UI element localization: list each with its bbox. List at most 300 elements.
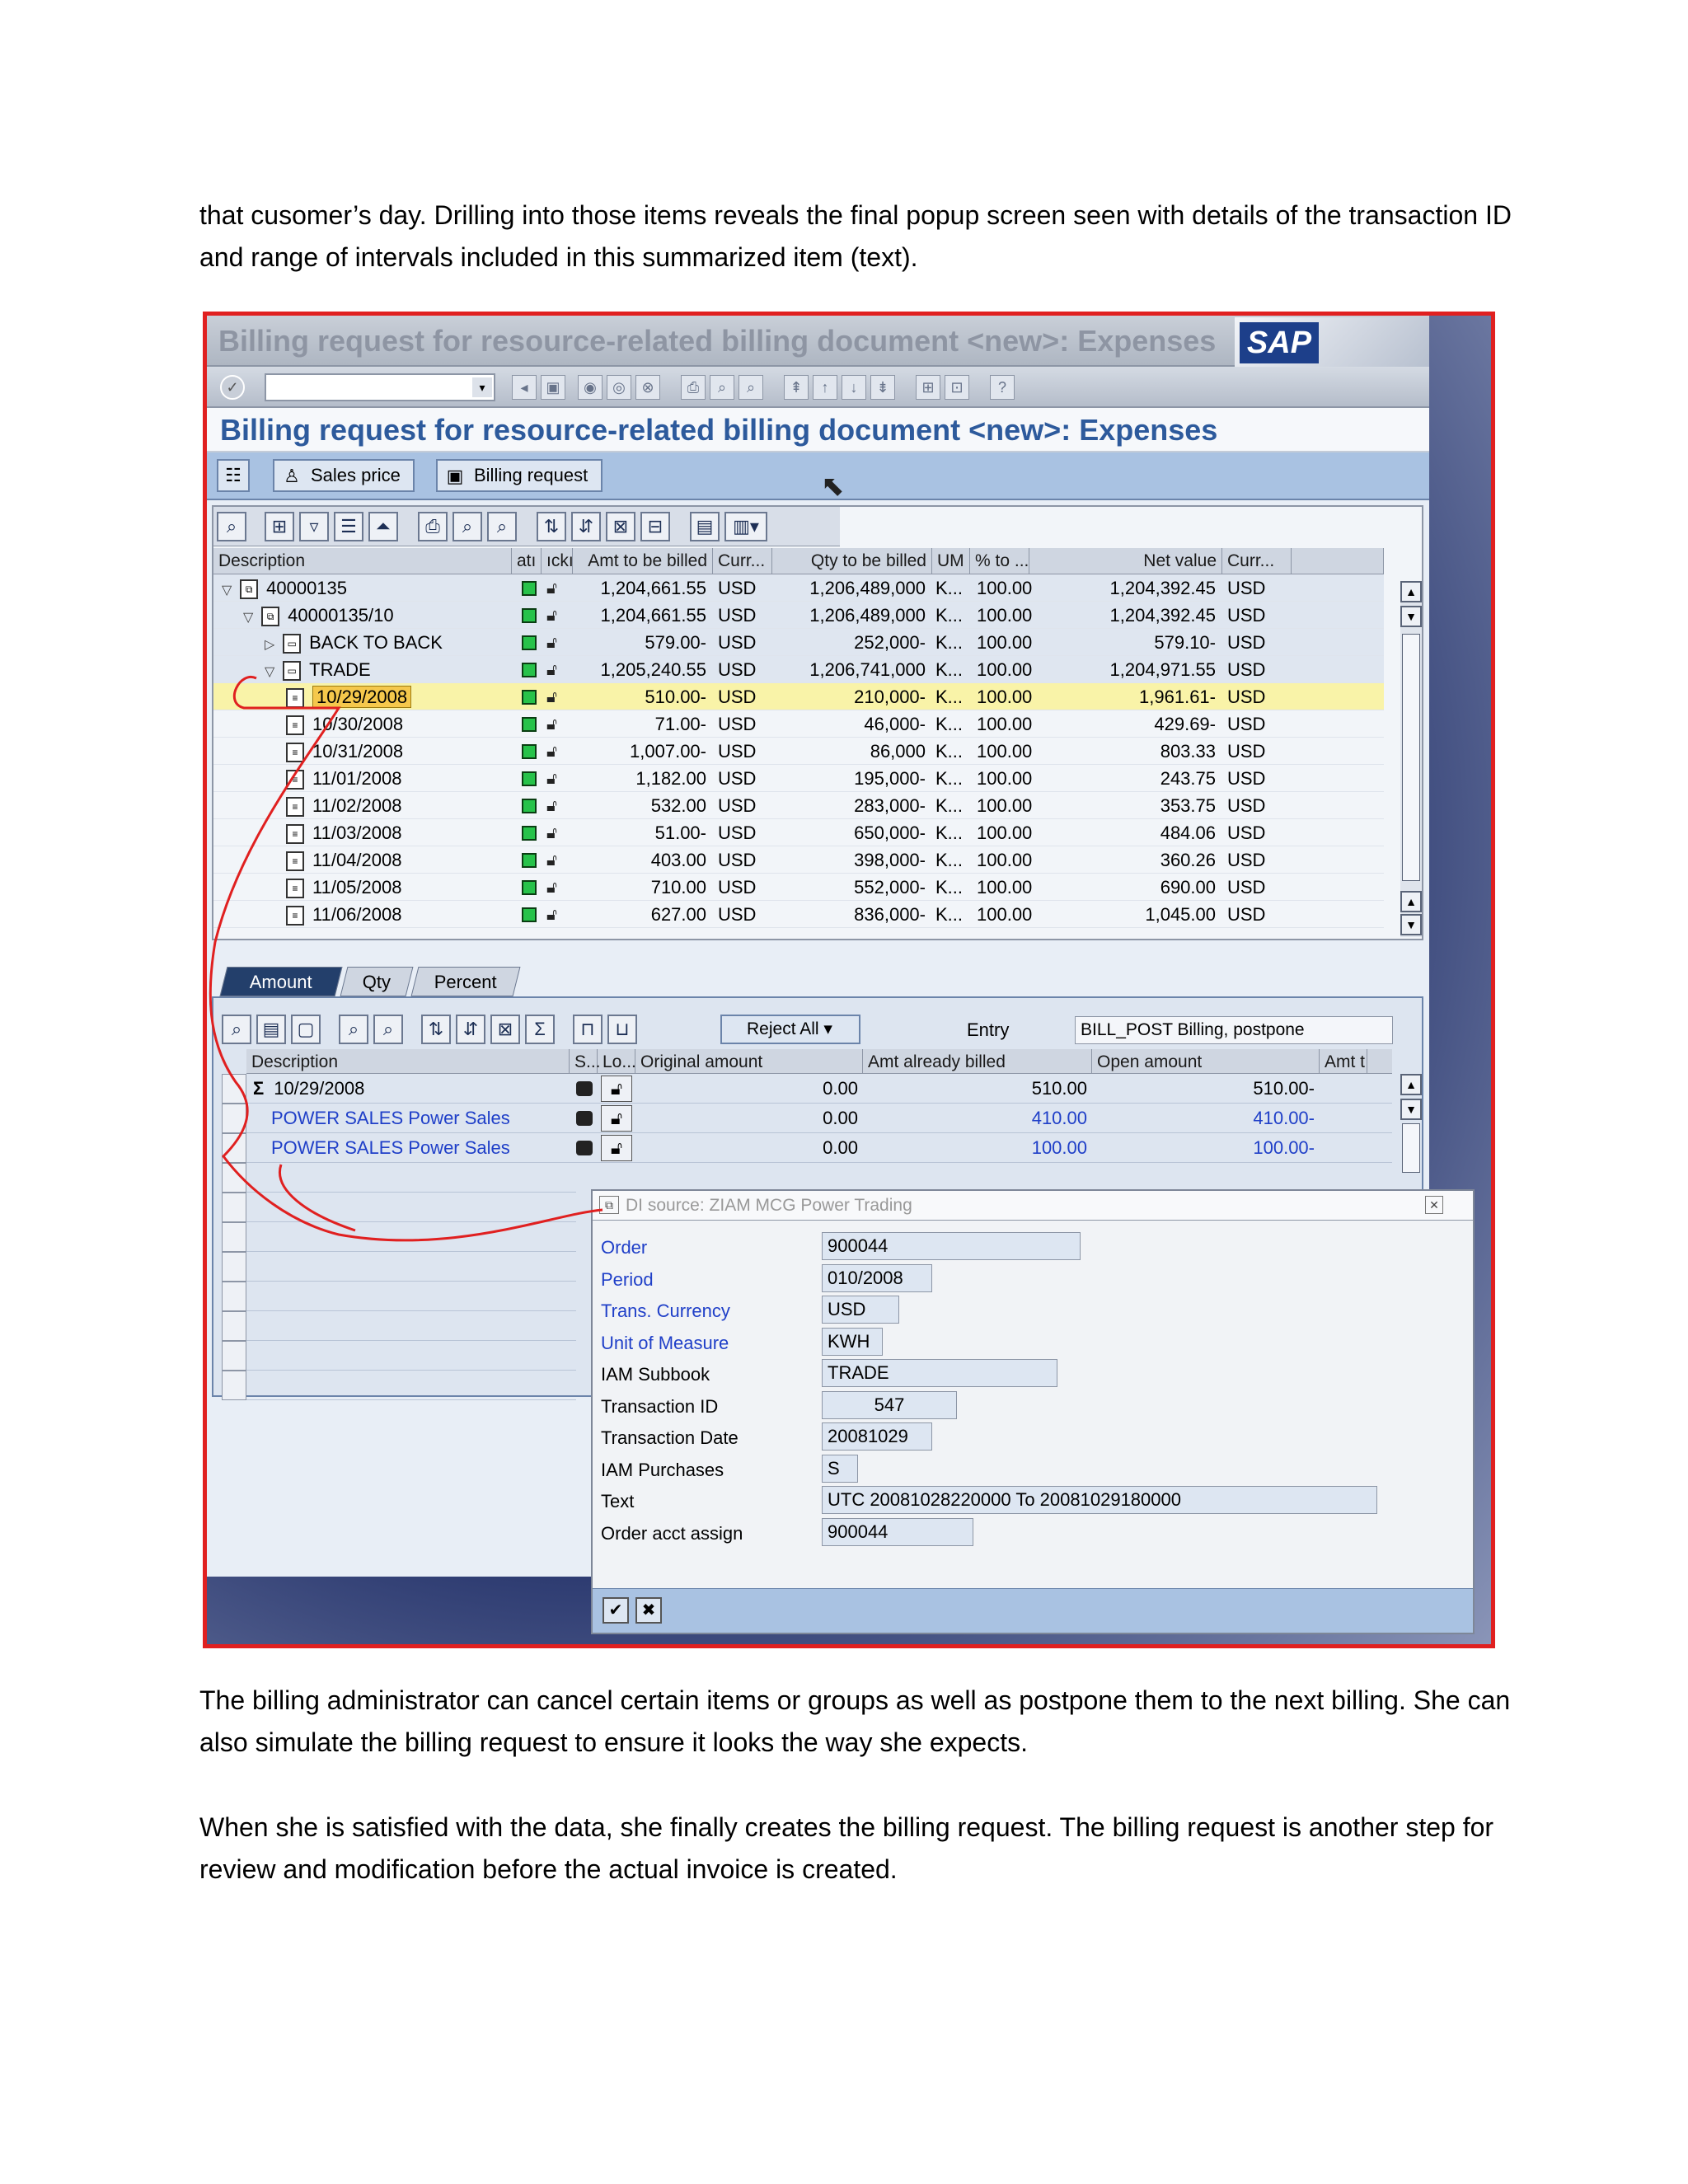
detail-scrollbar[interactable]	[1400, 1074, 1422, 1173]
tab-qty[interactable]: Qty	[340, 967, 414, 996]
reject-all-label: Reject All	[747, 1019, 819, 1038]
table-row[interactable]	[246, 1133, 1392, 1163]
col-currency[interactable]: Curr...	[713, 548, 772, 574]
row-billed: 100.00	[1031, 1137, 1087, 1158]
col-um[interactable]: UM	[932, 548, 970, 574]
application-toolbar	[207, 452, 1429, 500]
row-amt: 403.00	[650, 850, 706, 870]
scroll-up-icon[interactable]: ▲	[1400, 1074, 1422, 1095]
entry-select[interactable]	[1075, 1016, 1393, 1044]
details-icon[interactable]: ⌕	[217, 512, 246, 541]
save-icon: ▣	[446, 466, 464, 486]
popup-footer	[593, 1588, 1473, 1633]
lock-icon[interactable]: ⊠	[606, 512, 635, 541]
help-icon[interactable]: ?	[990, 375, 1015, 400]
row-curr: USD	[718, 605, 757, 626]
row-desc-text: 10/29/2008	[274, 1078, 365, 1099]
status-green-icon	[522, 608, 537, 623]
application-title-bar	[207, 408, 1429, 452]
document-icon: ≡	[286, 743, 304, 762]
row-um: K...	[935, 877, 964, 898]
row-description[interactable]	[286, 901, 504, 928]
folder-icon: ▭	[283, 634, 301, 654]
back-nav-icon[interactable]: ◉	[578, 375, 603, 400]
row-description[interactable]	[286, 765, 504, 792]
row-desc-text: 11/06/2008	[312, 904, 402, 925]
row-pct: 100.00	[977, 578, 1033, 598]
cancel-icon[interactable]: ⊗	[635, 375, 660, 400]
row-description[interactable]	[286, 846, 504, 874]
print-icon[interactable]: ⎙	[418, 512, 448, 541]
col-open-amount[interactable]: Open amount	[1092, 1049, 1320, 1076]
row-net: 1,045.00	[1145, 904, 1216, 925]
expand-all-icon[interactable]: ☰	[334, 512, 363, 541]
field-value[interactable]: 010/2008	[822, 1264, 932, 1292]
status-green-icon	[522, 717, 537, 732]
outro-paragraph-2: When she is satisfied with the data, she finally creates the billing request. The billing request is another step for review and modification before the actual invoice is created.	[199, 1812, 1494, 1884]
row-selector[interactable]	[222, 1163, 246, 1193]
field-label: Unit of Measure	[601, 1332, 729, 1353]
row-description[interactable]	[265, 656, 504, 683]
row-amt: 1,007.00-	[630, 741, 706, 762]
expand-toggle-icon[interactable]: ▷	[265, 638, 275, 652]
row-description[interactable]	[286, 683, 504, 710]
row-curr: USD	[718, 904, 757, 925]
grid-scrollbar[interactable]	[1400, 581, 1422, 937]
row-curr2: USD	[1227, 850, 1266, 870]
field-value[interactable]: TRADE	[822, 1359, 1057, 1387]
unlock-icon: 🔓︎	[546, 715, 557, 733]
row-amt: 1,204,661.55	[600, 578, 706, 598]
field-label: Order	[601, 1237, 648, 1258]
col-amt-to-bill[interactable]: Amt to be billed	[573, 548, 713, 574]
row-curr2: USD	[1227, 578, 1266, 598]
scroll-page-up-icon[interactable]: ▲	[1400, 891, 1422, 912]
row-um: K...	[935, 632, 964, 653]
row-description[interactable]	[253, 1074, 566, 1101]
row-qty: 46,000-	[864, 714, 926, 734]
scroll-down-icon[interactable]: ▼	[1400, 1099, 1422, 1120]
status-green-icon	[522, 663, 537, 677]
exit-icon[interactable]: ◎	[607, 375, 631, 400]
popup-titlebar	[593, 1191, 1473, 1221]
row-desc-text: 10/31/2008	[312, 741, 404, 762]
row-amt: 1,182.00	[635, 768, 706, 789]
find-icon[interactable]: ⌕	[339, 1015, 368, 1044]
row-net: 353.75	[1160, 795, 1216, 816]
unlock-icon: 🔓︎	[546, 634, 557, 652]
save-icon[interactable]: ▣	[541, 375, 565, 400]
tab-percent[interactable]: Percent	[411, 967, 521, 996]
expand-icon[interactable]: ⊞	[265, 512, 294, 541]
outro-paragraph-1: The billing administrator can cancel certain items or groups as well as postpone them to the next billing. She can also simulate the billing request to ensure it looks the way she expects.	[199, 1685, 1511, 1757]
row-billed: 410.00	[1031, 1108, 1087, 1128]
table-row[interactable]	[213, 574, 1384, 602]
document-icon: ≡	[286, 715, 304, 735]
enter-icon[interactable]: ✓	[220, 375, 245, 400]
table-row[interactable]	[213, 683, 1384, 710]
select-all-icon[interactable]: ▤	[256, 1015, 286, 1044]
row-curr2: USD	[1227, 687, 1266, 707]
scroll-thumb[interactable]	[1402, 634, 1420, 881]
field-value[interactable]: UTC 20081028220000 To 20081029180000	[822, 1486, 1377, 1514]
col-net-value[interactable]: Net value	[1029, 548, 1222, 574]
row-description[interactable]	[286, 710, 504, 738]
unlock-icon: 🔓︎	[546, 851, 557, 869]
shortcut-icon[interactable]: ⊡	[945, 375, 969, 400]
unlock-icon: 🔓︎	[546, 797, 557, 815]
col-percent[interactable]: % to ...	[970, 548, 1029, 574]
status-dark-icon	[576, 1141, 593, 1155]
dropdown-icon[interactable]: ▾	[823, 1019, 832, 1038]
sap-screenshot	[203, 312, 1495, 1648]
status-dark-icon	[576, 1081, 593, 1096]
row-net: 243.75	[1160, 768, 1216, 789]
row-pct: 100.00	[977, 632, 1033, 653]
row-net: 360.26	[1160, 850, 1216, 870]
row-um: K...	[935, 714, 964, 734]
find-next-icon[interactable]: ⌕	[373, 1015, 403, 1044]
row-curr2: USD	[1227, 823, 1266, 843]
col-description[interactable]: Description	[213, 548, 512, 574]
row-description[interactable]	[222, 574, 504, 602]
row-desc-text: POWER SALES Power Sales	[271, 1108, 510, 1128]
row-net: 803.33	[1160, 741, 1216, 762]
sort-desc-icon[interactable]: ⇵	[456, 1015, 485, 1044]
row-curr2: USD	[1227, 877, 1266, 898]
row-pct: 100.00	[977, 714, 1033, 734]
document-icon: ≡	[286, 851, 304, 871]
expand-toggle-icon[interactable]: ▽	[222, 583, 232, 598]
row-selector[interactable]	[222, 1074, 246, 1104]
unlock-icon[interactable]: 🔓︎	[601, 1135, 632, 1161]
field-label: IAM Subbook	[601, 1364, 710, 1385]
row-desc-text: 11/04/2008	[312, 850, 402, 870]
row-um: K...	[935, 578, 964, 598]
row-original: 0.00	[823, 1137, 858, 1158]
person-icon: ♙	[284, 466, 300, 486]
row-desc-text: 10/29/2008	[312, 686, 411, 708]
entry-value: BILL_POST Billing, postpone	[1081, 1020, 1305, 1039]
deselect-all-icon[interactable]: ▢	[291, 1015, 321, 1044]
filter-icon[interactable]: ⊠	[490, 1015, 520, 1044]
window-titlebar	[207, 316, 1429, 367]
scroll-page-down-icon[interactable]: ▼	[1400, 914, 1422, 935]
col-extra[interactable]	[1292, 548, 1384, 574]
lock-icon[interactable]: ⊓	[573, 1015, 603, 1044]
table-row[interactable]	[213, 901, 1384, 928]
row-net: 579.10-	[1154, 632, 1216, 653]
field-label: Period	[601, 1268, 654, 1290]
table-row[interactable]	[213, 792, 1384, 819]
reject-all-button[interactable]	[720, 1015, 860, 1044]
field-value[interactable]: 900044	[822, 1232, 1081, 1260]
col-qty-to-bill[interactable]: Qty to be billed	[772, 548, 932, 574]
row-pct: 100.00	[977, 904, 1033, 925]
row-qty: 398,000-	[854, 850, 926, 870]
table-row[interactable]	[213, 710, 1384, 738]
status-green-icon	[522, 826, 537, 841]
row-desc-text: 11/05/2008	[312, 877, 402, 898]
row-curr: USD	[718, 687, 757, 707]
sap-logo	[1235, 317, 1429, 367]
field-label: Trans. Currency	[601, 1301, 730, 1321]
sales-price-label: Sales price	[311, 465, 401, 485]
row-open: 510.00-	[1253, 1078, 1315, 1099]
col-lock[interactable]: ıckı	[542, 548, 573, 574]
last-page-icon[interactable]: ⇟	[870, 375, 895, 400]
print-icon[interactable]: ⎙	[681, 375, 706, 400]
empty-row	[246, 1222, 576, 1252]
unlock-icon[interactable]: ⊔	[607, 1015, 637, 1044]
row-description[interactable]	[243, 602, 504, 629]
col-original-amount[interactable]: Original amount	[635, 1049, 863, 1076]
row-net: 1,204,971.55	[1109, 659, 1216, 680]
empty-row	[246, 1371, 576, 1400]
collapse-all-icon[interactable]: ⏶	[368, 512, 398, 541]
find-icon[interactable]: ⌕	[710, 375, 734, 400]
table-row[interactable]	[213, 819, 1384, 846]
field-value[interactable]: S	[822, 1455, 858, 1483]
row-selector[interactable]	[222, 1282, 246, 1311]
col-amt-t[interactable]: Amt t	[1320, 1049, 1367, 1076]
row-desc-text: 40000135	[266, 578, 348, 598]
empty-row	[246, 1282, 576, 1311]
system-toolbar	[207, 367, 1429, 408]
cancel-x-icon[interactable]: ✖	[635, 1597, 662, 1624]
sort-asc-icon[interactable]: ⇅	[537, 512, 566, 541]
row-billed: 510.00	[1031, 1078, 1087, 1099]
table-row[interactable]	[213, 846, 1384, 874]
row-selector[interactable]	[222, 1371, 246, 1400]
row-net: 690.00	[1160, 877, 1216, 898]
row-pct: 100.00	[977, 850, 1033, 870]
row-selector[interactable]	[222, 1104, 246, 1133]
dropdown-icon[interactable]: ▾	[472, 377, 492, 397]
row-curr2: USD	[1227, 714, 1266, 734]
field-label: Text	[601, 1491, 635, 1511]
row-selector[interactable]	[222, 1133, 246, 1163]
sales-price-button[interactable]	[273, 459, 415, 492]
row-qty: 195,000-	[854, 768, 926, 789]
layout-menu-icon[interactable]: ▥▾	[724, 512, 767, 541]
table-row[interactable]	[213, 602, 1384, 629]
field-label: Transaction Date	[601, 1427, 738, 1448]
table-row[interactable]	[246, 1074, 1392, 1104]
document-icon: ≡	[286, 688, 304, 708]
empty-row	[246, 1163, 576, 1193]
row-curr2: USD	[1227, 904, 1266, 925]
total-icon[interactable]: Σ	[525, 1015, 555, 1044]
collapse-icon[interactable]: ▿	[299, 512, 329, 541]
field-value[interactable]: KWH	[822, 1328, 883, 1356]
row-description[interactable]	[286, 874, 504, 901]
field-label: IAM Purchases	[601, 1459, 724, 1480]
row-desc-text: 10/30/2008	[312, 714, 404, 734]
new-session-icon[interactable]: ⊞	[916, 375, 940, 400]
row-net: 429.69-	[1154, 714, 1216, 734]
hierarchy-icon: ⧉	[261, 607, 279, 626]
row-description[interactable]	[265, 629, 504, 656]
billing-request-button[interactable]	[436, 459, 603, 492]
first-page-icon[interactable]: ⇞	[784, 375, 809, 400]
field-value[interactable]: 547	[822, 1391, 957, 1419]
sort-asc-icon[interactable]: ⇅	[421, 1015, 451, 1044]
back-icon[interactable]: ◂	[512, 375, 537, 400]
table-row[interactable]	[246, 1104, 1392, 1133]
row-selector[interactable]	[222, 1193, 246, 1222]
table-row[interactable]	[213, 765, 1384, 792]
field-label: Transaction ID	[601, 1395, 719, 1417]
hierarchy-icon[interactable]: ☷	[217, 459, 250, 492]
row-curr2: USD	[1227, 632, 1266, 653]
table-row[interactable]	[213, 738, 1384, 765]
row-amt: 627.00	[650, 904, 706, 925]
scroll-thumb[interactable]	[1402, 1123, 1420, 1173]
confirm-check-icon[interactable]: ✔	[603, 1597, 629, 1624]
row-description[interactable]	[271, 1104, 584, 1131]
document-icon: ≡	[286, 906, 304, 926]
row-amt: 510.00-	[645, 687, 706, 707]
empty-row	[246, 1252, 576, 1282]
row-desc-text: 11/02/2008	[312, 795, 402, 816]
row-amt: 51.00-	[654, 823, 706, 843]
scroll-down-icon[interactable]: ▼	[1400, 606, 1422, 627]
field-value[interactable]: 900044	[822, 1518, 973, 1546]
find-icon[interactable]: ⌕	[452, 512, 482, 541]
row-desc-text: POWER SALES Power Sales	[271, 1137, 510, 1158]
row-original: 0.00	[823, 1108, 858, 1128]
col-amt-already-billed[interactable]: Amt already billed	[863, 1049, 1092, 1076]
intro-paragraph: that cusomer’s day. Drilling into those items reveals the final popup screen seen with details of the transaction ID and range of intervals included in this summarized item (text).	[199, 200, 1512, 272]
sap-logo-text: SAP	[1240, 322, 1319, 363]
grid-rows	[213, 574, 1384, 937]
row-pct: 100.00	[977, 795, 1033, 816]
row-selector[interactable]	[222, 1311, 246, 1341]
prev-page-icon[interactable]: ↑	[813, 375, 837, 400]
unlock-icon: 🔓︎	[546, 743, 557, 761]
unlock-icon[interactable]: 🔓︎	[601, 1076, 632, 1102]
status-dark-icon	[576, 1111, 593, 1126]
row-net: 484.06	[1160, 823, 1216, 843]
table-row[interactable]	[213, 629, 1384, 656]
row-pct: 100.00	[977, 823, 1033, 843]
row-curr: USD	[718, 768, 757, 789]
unlock-icon: 🔓︎	[546, 770, 557, 788]
row-amt: 579.00-	[645, 632, 706, 653]
row-pct: 100.00	[977, 741, 1033, 762]
row-qty: 650,000-	[854, 823, 926, 843]
row-desc-text: BACK TO BACK	[309, 632, 443, 653]
row-qty: 283,000-	[854, 795, 926, 816]
row-selector[interactable]	[222, 1222, 246, 1252]
row-description[interactable]	[286, 738, 504, 765]
row-curr: USD	[718, 823, 757, 843]
table-row[interactable]	[213, 874, 1384, 901]
row-curr: USD	[718, 578, 757, 598]
row-amt: 710.00	[650, 877, 706, 898]
col-status[interactable]: S...	[570, 1049, 598, 1076]
table-row[interactable]	[213, 656, 1384, 683]
tab-amount[interactable]: Amount	[220, 967, 343, 996]
status-green-icon	[522, 880, 537, 895]
unlock-icon: 🔓︎	[546, 661, 557, 679]
next-page-icon[interactable]: ↓	[842, 375, 866, 400]
layout-icon[interactable]: ▤	[690, 512, 720, 541]
scroll-up-icon[interactable]: ▲	[1400, 581, 1422, 602]
document-icon: ≡	[286, 879, 304, 898]
col-lock[interactable]: Lo...	[598, 1049, 635, 1076]
row-description[interactable]	[286, 792, 504, 819]
row-pct: 100.00	[977, 877, 1033, 898]
sort-desc-icon[interactable]: ⇵	[571, 512, 601, 541]
row-description[interactable]	[286, 819, 504, 846]
row-amt: 71.00-	[654, 714, 706, 734]
unlock-icon: 🔓︎	[546, 579, 557, 598]
row-selector[interactable]	[222, 1252, 246, 1282]
billing-items-grid	[212, 505, 1423, 940]
field-value[interactable]: USD	[822, 1296, 899, 1324]
command-field[interactable]	[265, 373, 495, 401]
details-icon[interactable]: ⌕	[222, 1015, 251, 1044]
unlock-icon: 🔓︎	[546, 906, 557, 924]
di-source-popup	[591, 1189, 1475, 1634]
unlock-icon[interactable]: 🔓︎	[601, 1105, 632, 1132]
row-um: K...	[935, 605, 964, 626]
row-pct: 100.00	[977, 659, 1033, 680]
row-net: 1,961.61-	[1139, 687, 1216, 707]
mouse-cursor-icon: ⬉	[821, 471, 845, 502]
billing-request-label: Billing request	[474, 465, 588, 485]
row-pct: 100.00	[977, 768, 1033, 789]
col-currency-2[interactable]: Curr...	[1222, 548, 1292, 574]
row-um: K...	[935, 795, 964, 816]
row-open: 410.00-	[1253, 1108, 1315, 1128]
status-green-icon	[522, 635, 537, 650]
empty-row	[246, 1311, 576, 1341]
row-description[interactable]	[271, 1133, 584, 1160]
col-description[interactable]: Description	[246, 1049, 570, 1076]
row-desc-text: TRADE	[309, 659, 371, 680]
unlock-icon: 🔓︎	[546, 688, 557, 706]
row-curr2: USD	[1227, 659, 1266, 680]
row-curr: USD	[718, 714, 757, 734]
expand-toggle-icon[interactable]: ▽	[265, 665, 275, 679]
field-label: Order acct assign	[601, 1522, 743, 1544]
row-qty: 210,000-	[854, 687, 926, 707]
find-next-icon[interactable]: ⌕	[487, 512, 517, 541]
page-title: Billing request for resource-related billing document <new>: Expenses	[220, 413, 1218, 447]
detail-header	[246, 1049, 1392, 1074]
folder-icon: ▭	[283, 661, 301, 681]
status-green-icon	[522, 581, 537, 596]
status-green-icon	[522, 853, 537, 868]
field-value[interactable]: 20081029	[822, 1422, 932, 1451]
expand-toggle-icon[interactable]: ▽	[243, 611, 254, 625]
row-curr2: USD	[1227, 768, 1266, 789]
row-curr: USD	[718, 795, 757, 816]
col-status[interactable]: atı	[512, 548, 542, 574]
row-curr2: USD	[1227, 741, 1266, 762]
close-icon[interactable]: ✕	[1425, 1196, 1443, 1214]
sap-window	[207, 316, 1439, 1619]
row-qty: 252,000-	[854, 632, 926, 653]
row-selector[interactable]	[222, 1341, 246, 1371]
row-um: K...	[935, 687, 964, 707]
entry-label: Entry	[967, 1019, 1010, 1040]
unlock-icon[interactable]: ⊟	[640, 512, 670, 541]
find-next-icon[interactable]: ⌕	[738, 375, 763, 400]
